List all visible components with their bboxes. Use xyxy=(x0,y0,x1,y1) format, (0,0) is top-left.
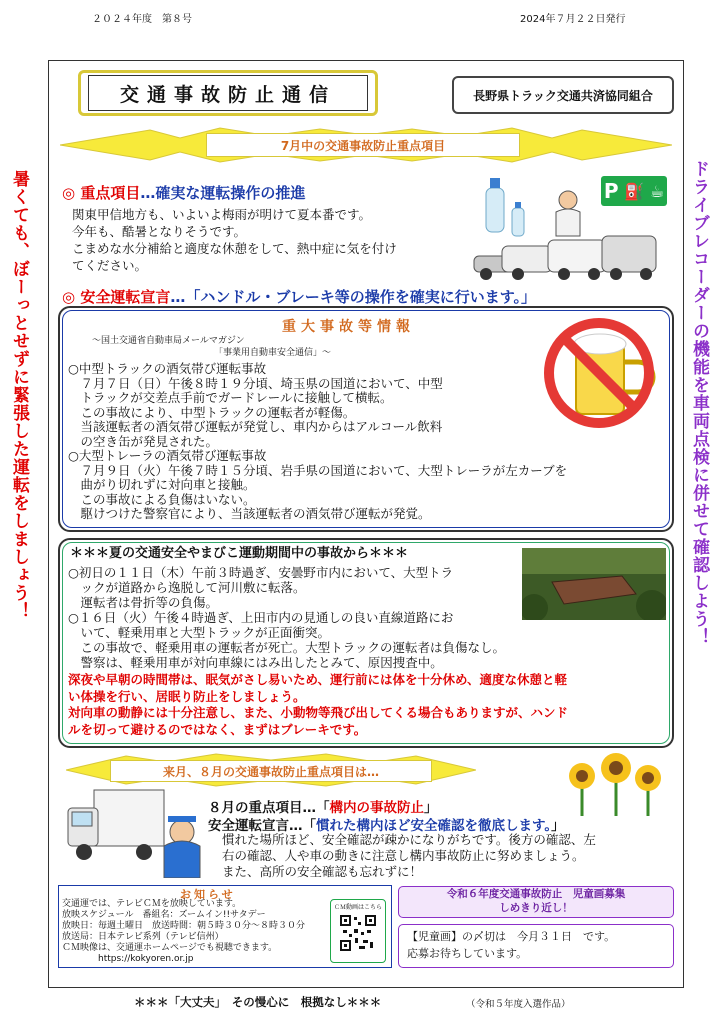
serious-line: ７月９日（火）午後７時１５分頃、岩手県の国道において、大型トレーラが左カーブを xyxy=(68,462,568,478)
focus-label: 重点項目 xyxy=(80,184,141,202)
summer-line: ックが道路から逸脱して河川敷に転落。 xyxy=(68,580,306,595)
issue-number: ２０２４年度 第８号 xyxy=(92,14,192,25)
serious-source-2: 「事業用自動車安全通信」～ xyxy=(214,348,332,358)
contest-details xyxy=(398,924,674,968)
contest-deadline-note: しめきり近し！ xyxy=(499,902,573,914)
advice-line: ルを切って避けるのではなく、まずはブレーキです。 xyxy=(68,721,367,737)
august-line: 慣れた場所ほど、安全確認が疎かになりがちです。後方の確認、左 xyxy=(222,832,596,847)
august-focus xyxy=(208,796,438,816)
qr-code-icon xyxy=(339,914,377,952)
contest-title: 令和６年度交通事故防止 児童画募集 xyxy=(446,888,626,900)
contest-line: 【児童画】の〆切は 今月３１日 です。 xyxy=(407,930,616,943)
summer-line: 運転者は骨折等の負傷。 xyxy=(68,595,219,610)
serious-accident-text xyxy=(68,362,567,522)
serious-line: 当該運転者の酒気帯び運転が発覚し、車内からはアルコール飲料 xyxy=(68,419,443,434)
crash-site-photo xyxy=(522,548,666,620)
serious-line: 曲がり切れずに対向車と接触。 xyxy=(68,477,256,492)
contest-line: 応募お待ちしています。 xyxy=(407,947,528,960)
summer-line: この事故で、軽乗用車の運転者が死亡。大型トラックの運転者は負傷なし。 xyxy=(68,640,506,655)
focus-heading xyxy=(62,182,305,203)
safety-declaration xyxy=(62,286,536,307)
notice-heading: お知らせ xyxy=(180,888,236,901)
focus-title: …確実な運転操作の推進 xyxy=(140,184,306,202)
footer-credit: （令和５年度入選作品） xyxy=(466,999,571,1010)
focus-line: こまめな水分補給と適度な休憩をして、熱中症に気を付け xyxy=(72,241,397,256)
focus-text xyxy=(72,206,397,274)
summer-line: ○１６日（火）午後４時過ぎ、上田市内の見通しの良い直線道路にお xyxy=(68,610,454,625)
focus-marker: ◎ xyxy=(62,184,76,202)
august-declaration xyxy=(208,814,565,834)
focus-line: 今年も、酷暑となりそうです。 xyxy=(72,224,247,239)
summer-heading: ＊＊＊夏の交通安全やまびこ運動期間中の事故から＊＊＊ xyxy=(70,546,409,561)
fuel-icon: ⛽ xyxy=(624,181,645,201)
advice-line: 対向車の動静には十分注意し、また、小動物等飛び出してくる場合もありますが、ハンド xyxy=(68,705,569,720)
left-vertical-slogan: 暑くても、ぼーっとせずに緊張した運転をしましょう！ xyxy=(9,170,29,620)
parking-letter: P xyxy=(603,179,619,203)
summer-advice xyxy=(68,672,568,738)
august-text xyxy=(222,832,596,880)
notice-line: 放送局：日本テレビ系列（テレビ信州） xyxy=(62,932,224,942)
focus-line: 関東甲信地方も、いよいよ梅雨が明けて夏本番です。 xyxy=(72,207,372,222)
august-focus-end: 」 xyxy=(424,800,438,816)
august-line: また、高所の安全確認も忘れずに！ xyxy=(222,864,423,879)
title-box xyxy=(78,70,378,116)
summer-line: 警察は、軽乗用車が対向車線にはみ出したとみて、原因捜査中。 xyxy=(68,655,443,670)
notice-link[interactable]: https://kokyoren.or.jp xyxy=(62,954,194,964)
no-drinking-icon xyxy=(528,318,670,428)
serious-line: この事故による負傷はいない。 xyxy=(68,491,256,507)
truck-worker-illustration xyxy=(64,782,204,878)
advice-line: 深夜や早朝の時間帯は、眠気がさし易いため、運行前には体を十分休め、適度な休憩と軽 xyxy=(68,672,568,687)
page-title: 交通事故防止通信 xyxy=(88,75,368,111)
notice-line: 放映日：毎週土曜日 放送時間：朝５時３０分～８時３０分 xyxy=(62,921,306,931)
right-vertical-slogan: ドライブレコーダーの機能を車両点検に併せて確認しよう！ xyxy=(689,160,709,646)
safety-marker: ◎ xyxy=(62,288,76,306)
serious-line: ７月７日（日）午後８時１９分頃、埼玉県の国道において、中型 xyxy=(68,375,443,391)
notice-line: 放映スケジュール 番組名：ズームイン!!サタデー xyxy=(62,910,266,920)
coffee-cup-icon: ☕ xyxy=(649,181,665,201)
serious-source-1: ～国土交通省自動車局メールマガジン xyxy=(92,336,245,346)
parking-rest-sign xyxy=(601,176,667,206)
august-decl-label: 安全運転宣言…「 xyxy=(208,818,316,834)
issue-date: 2024年７月２２日発行 xyxy=(520,14,626,25)
advice-line: い体操を行い、居眠り防止をしましょう。 xyxy=(68,688,306,704)
august-decl-end: 」 xyxy=(551,818,565,834)
august-banner-text: 来月、８月の交通事故防止重点項目は… xyxy=(110,760,432,782)
safety-text: …「ハンドル・ブレーキ等の操作を確実に行います。」 xyxy=(170,288,537,306)
serious-line: この事故により、中型トラックの運転者が軽傷。 xyxy=(68,404,356,420)
august-focus-label: ８月の重点項目…「 xyxy=(208,800,330,816)
qr-caption: ＣＭ動画はこちら xyxy=(333,904,382,911)
notice-line: 交通運では、テレビＣＭを放映しています。 xyxy=(62,899,242,909)
serious-line: の空き缶が発見された。 xyxy=(68,433,219,449)
serious-line: ○中型トラックの酒気帯び運転事故 xyxy=(68,361,267,376)
august-decl-value: 慣れた構内ほど安全確認を徹底します。 xyxy=(316,818,552,834)
footer-motto: ＊＊＊「大丈夫」 その慢心に 根拠なし＊＊＊ xyxy=(134,995,382,1009)
sunflower-illustration xyxy=(560,750,666,816)
serious-line: 駆けつけた警察官により、当該運転者の酒気帯び運転が発覚。 xyxy=(68,506,431,521)
summer-line: ○初日の１１日（木）午前３時過ぎ、安曇野市内において、大型トラ xyxy=(68,565,454,580)
qr-card[interactable] xyxy=(330,899,386,963)
july-banner-text: 7月中の交通事故防止重点項目 xyxy=(206,133,520,157)
focus-line: てください。 xyxy=(72,258,148,273)
notice-text xyxy=(62,899,305,965)
organization-name: 長野県トラック交通共済協同組合 xyxy=(452,76,674,114)
serious-line: トラックが交差点手前でガードレールに接触して横転。 xyxy=(68,390,393,405)
notice-line: ＣＭ映像は、交通運ホームページでも視聴できます。 xyxy=(62,943,278,953)
summer-line: いて、軽乗用車と大型トラックが正面衝突。 xyxy=(68,625,331,640)
contest-banner xyxy=(398,886,674,918)
august-focus-value: 構内の事故防止 xyxy=(329,800,424,816)
serious-line: ○大型トレーラの酒気帯び運転事故 xyxy=(68,448,267,463)
serious-accident-heading: 重大事故等情報 xyxy=(282,319,415,335)
safety-label: 安全運転宣言 xyxy=(80,288,171,306)
summer-accident-text xyxy=(68,565,505,670)
august-line: 右の確認、人や車の動きに注意し構内事故防止に努めましょう。 xyxy=(222,848,585,863)
